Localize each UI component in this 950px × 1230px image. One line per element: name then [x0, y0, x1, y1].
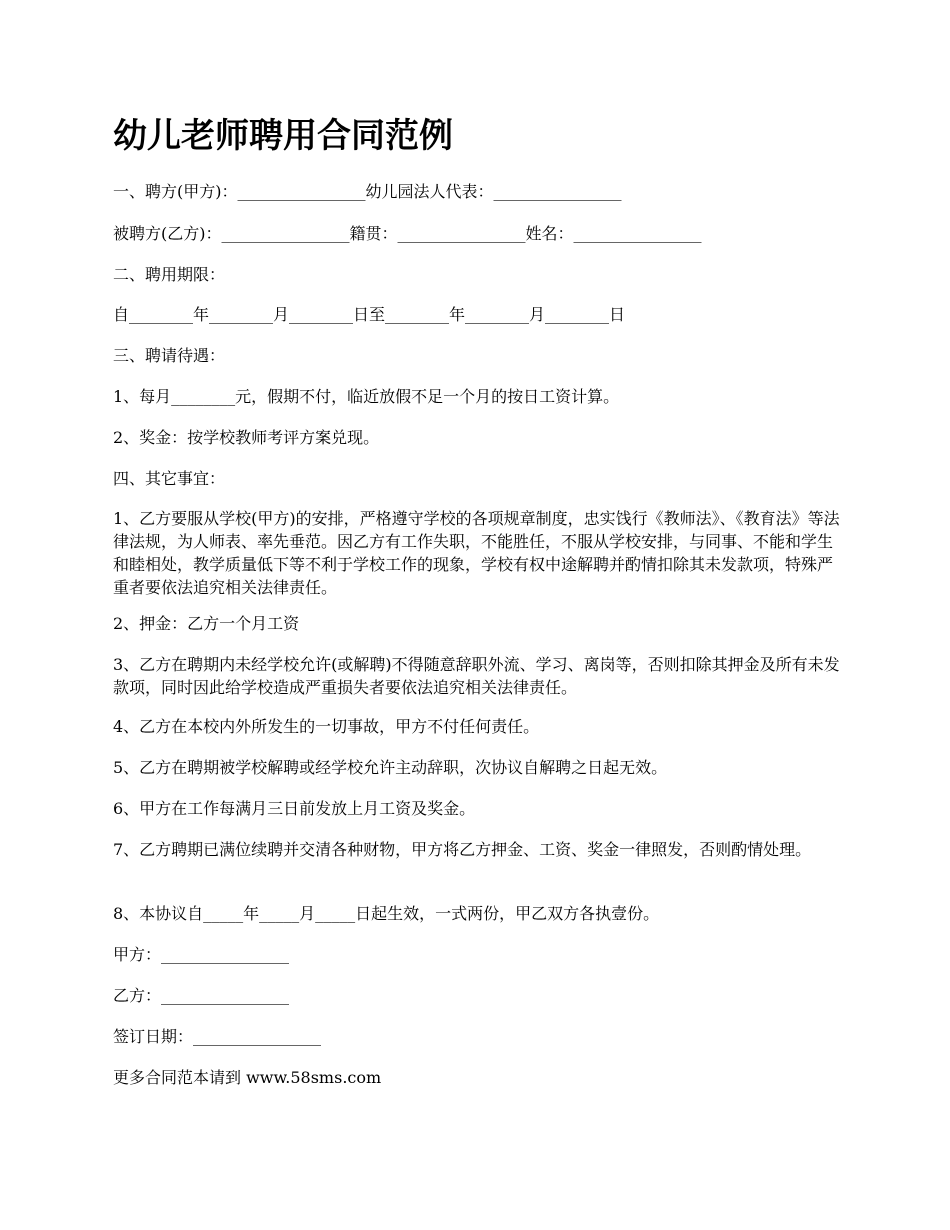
signing-date: 签订日期：________________	[113, 1027, 322, 1046]
section-other-heading: 四、其它事宜：	[113, 469, 226, 488]
party-b-line: 被聘方(乙方)：________________籍贯：________________姓名：________________	[113, 224, 702, 243]
footer-more-contracts: 更多合同范本请到 www.58sms.com	[113, 1068, 382, 1087]
pay-item-1: 1、每月________元，假期不付，临近放假不足一个月的按日工资计算。	[113, 387, 620, 406]
other-item-4: 4、乙方在本校内外所发生的一切事故，甲方不付任何责任。	[113, 717, 540, 736]
other-item-3: 3、乙方在聘期内未经学校允许(或解聘)不得随意辞职外流、学习、离岗等，否则扣除其押金及所有未发款项，同时因此给学校造成严重损失者要依法追究相关法律责任。	[113, 655, 840, 697]
signature-party-a: 甲方：________________	[113, 945, 290, 964]
other-item-5: 5、乙方在聘期被学校解聘或经学校允许主动辞职，次协议自解聘之日起无效。	[113, 758, 668, 777]
term-dates-line: 自________年________月________日至________年________月________日	[113, 305, 626, 324]
other-item-2: 2、押金：乙方一个月工资	[113, 614, 300, 633]
other-item-8: 8、本协议自_____年_____月_____日起生效，一式两份，甲乙双方各执壹份。	[113, 904, 660, 923]
section-term-heading: 二、聘用期限：	[113, 265, 226, 284]
section-pay-heading: 三、聘请待遇：	[113, 346, 226, 365]
signature-party-b: 乙方：________________	[113, 986, 290, 1005]
other-item-6: 6、甲方在工作每满月三日前发放上月工资及奖金。	[113, 799, 476, 818]
other-item-1: 1、乙方要服从学校(甲方)的安排，严格遵守学校的各项规章制度，忠实饯行《教师法》、《教育法》等法律法规，为人师表、率先垂范。因乙方有工作失职，不能胜任，不服从学校安排，与同事、不能和学生和睦相处，教学质量低下等不利于学校工作的现象，学校有权中途解聘并酌情扣除其未发款项，特殊严重者要依法追究相关法律责任。	[113, 509, 840, 597]
party-a-line: 一、聘方(甲方)：________________幼儿园法人代表：________________	[113, 182, 622, 201]
pay-item-2: 2、奖金：按学校教师考评方案兑现。	[113, 428, 380, 447]
document-title: 幼儿老师聘用合同范例	[113, 116, 453, 156]
other-item-7: 7、乙方聘期已满位续聘并交清各种财物，甲方将乙方押金、工资、奖金一律照发，否则酌情处理。	[113, 840, 812, 859]
